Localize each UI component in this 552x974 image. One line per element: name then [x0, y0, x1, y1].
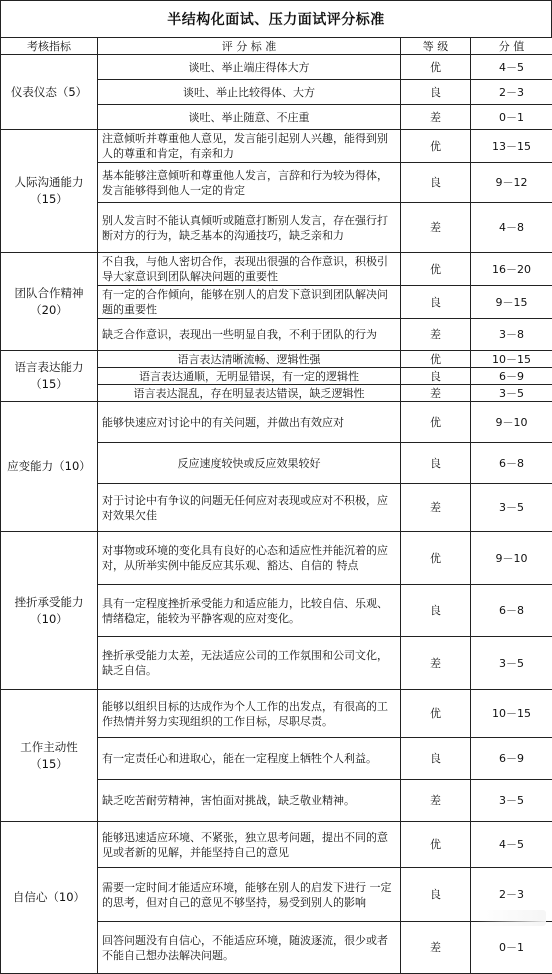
score-cell: 6－9 [471, 738, 552, 780]
criteria-cell: 基本能够注意倾听和尊重他人发言，言辞和行为较为得体，发言能够得到他人一定的肯定 [98, 163, 401, 203]
criteria-cell: 能够快速应对讨论中的有关问题，并做出有效应对 [98, 402, 401, 443]
score-cell: 3－5 [471, 637, 552, 690]
level-cell: 良 [401, 738, 471, 780]
category-cell: 工作主动性（15） [1, 690, 98, 822]
criteria-cell: 缺乏合作意识，表现出一些明显自我，不利于团队的行为 [98, 319, 401, 351]
level-cell: 差 [401, 203, 471, 253]
score-cell: 3－5 [471, 385, 552, 402]
level-cell: 良 [401, 585, 471, 637]
level-cell: 差 [401, 637, 471, 690]
criteria-cell: 谈吐、举止端庄得体大方 [98, 55, 401, 80]
score-cell: 9－10 [471, 532, 552, 585]
level-cell: 良 [401, 443, 471, 484]
level-cell: 优 [401, 532, 471, 585]
criteria-cell: 能够迅速适应环境、不紧张，独立思考问题，提出不同的意见或者新的见解，并能坚持自己的意见 [98, 822, 401, 868]
scoring-table [0, 37, 552, 974]
table-row [1, 402, 552, 443]
score-cell: 2－3 [471, 868, 552, 922]
level-cell: 优 [401, 351, 471, 368]
score-cell: 0－1 [471, 105, 552, 130]
score-cell: 3－8 [471, 319, 552, 351]
level-cell: 差 [401, 484, 471, 532]
category-cell: 挫折承受能力（10） [1, 532, 98, 690]
score-cell: 0－1 [471, 922, 552, 974]
level-cell: 优 [401, 55, 471, 80]
level-cell: 良 [401, 286, 471, 319]
criteria-cell: 缺乏吃苦耐劳精神，害怕面对挑战，缺乏敬业精神。 [98, 780, 401, 822]
watermark-overlay [476, 910, 546, 926]
category-cell: 团队合作精神（20） [1, 253, 98, 351]
score-cell: 9－10 [471, 402, 552, 443]
table-body [1, 55, 552, 974]
level-cell: 优 [401, 253, 471, 286]
criteria-cell: 谈吐、举止比较得体、大方 [98, 80, 401, 105]
criteria-cell: 回答问题没有自信心，不能适应环境，随波逐流，很少或者不能自己想办法解决问题。 [98, 922, 401, 974]
score-cell: 4－8 [471, 203, 552, 253]
criteria-cell: 反应速度较快或反应效果较好 [98, 443, 401, 484]
criteria-cell: 能够以组织目标的达成作为个人工作的出发点，有很高的工作热情并努力实现组织的工作目标，尽职尽责。 [98, 690, 401, 738]
header-row [1, 38, 552, 55]
criteria-cell: 有一定的合作倾向，能够在别人的启发下意识到团队解决问题的重要性 [98, 286, 401, 319]
category-cell: 自信心（10） [1, 822, 98, 974]
score-cell: 2－3 [471, 80, 552, 105]
criteria-cell: 有一定责任心和进取心，能在一定程度上牺牲个人利益。 [98, 738, 401, 780]
table-row [1, 130, 552, 163]
score-cell: 10－15 [471, 351, 552, 368]
table-row [1, 532, 552, 585]
level-cell: 优 [401, 130, 471, 163]
table-row [1, 822, 552, 868]
criteria-cell: 语言表达混乱，存在明显表达错误，缺乏逻辑性 [98, 385, 401, 402]
level-cell: 良 [401, 163, 471, 203]
criteria-cell: 别人发言时不能认真倾听或随意打断别人发言，存在强行打断对方的行为，缺乏基本的沟通技巧，缺乏亲和力 [98, 203, 401, 253]
category-cell: 人际沟通能力（15） [1, 130, 98, 253]
header-level: 等 级 [401, 38, 471, 55]
level-cell: 差 [401, 385, 471, 402]
score-cell: 10－15 [471, 690, 552, 738]
level-cell: 差 [401, 780, 471, 822]
level-cell: 差 [401, 319, 471, 351]
score-cell: 9－15 [471, 286, 552, 319]
level-cell: 优 [401, 402, 471, 443]
table-row [1, 55, 552, 80]
header-indicator: 考核指标 [1, 38, 98, 55]
score-cell: 6－9 [471, 368, 552, 385]
category-cell: 语言表达能力（15） [1, 351, 98, 402]
criteria-cell: 语言表达通顺，无明显错误，有一定的逻辑性 [98, 368, 401, 385]
criteria-cell: 谈吐、举止随意、不庄重 [98, 105, 401, 130]
score-cell: 6－8 [471, 585, 552, 637]
score-cell: 16－20 [471, 253, 552, 286]
category-cell: 应变能力（10） [1, 402, 98, 532]
score-cell: 13－15 [471, 130, 552, 163]
criteria-cell: 对于讨论中有争议的问题无任何应对表现或应对不积极，应对效果欠佳 [98, 484, 401, 532]
level-cell: 良 [401, 868, 471, 922]
level-cell: 优 [401, 822, 471, 868]
score-cell: 3－5 [471, 780, 552, 822]
score-cell: 3－5 [471, 484, 552, 532]
criteria-cell: 不自我，与他人密切合作，表现出很强的合作意识，积极引导大家意识到团队解决问题的重要性 [98, 253, 401, 286]
level-cell: 差 [401, 105, 471, 130]
criteria-cell: 对事物或环境的变化具有良好的心态和适应性并能沉着的应对，从所举实例中能反应其乐观、豁达、自信的 特点 [98, 532, 401, 585]
header-criteria: 评 分 标 准 [98, 38, 401, 55]
score-cell: 6－8 [471, 443, 552, 484]
criteria-cell: 需要一定时间才能适应环境，能够在别人的启发下进行 一定的思考，但对自己的意见不够坚持，易受到别人的影响 [98, 868, 401, 922]
level-cell: 差 [401, 922, 471, 974]
category-cell: 仪表仪态（5） [1, 55, 98, 130]
sheet-title: 半结构化面试、压力面试评分标准 [0, 0, 552, 38]
header-score: 分 值 [471, 38, 552, 55]
criteria-cell: 注意倾听并尊重他人意见，发言能引起别人兴趣，能得到别人的尊重和肯定，有亲和力 [98, 130, 401, 163]
score-cell: 4－5 [471, 55, 552, 80]
criteria-cell: 语言表达清晰流畅、逻辑性强 [98, 351, 401, 368]
score-cell: 4－5 [471, 822, 552, 868]
criteria-cell: 具有一定程度挫折承受能力和适应能力，比较自信、乐观、情绪稳定，能较为平静客观的应对变化。 [98, 585, 401, 637]
score-cell: 9－12 [471, 163, 552, 203]
level-cell: 良 [401, 80, 471, 105]
level-cell: 良 [401, 368, 471, 385]
level-cell: 优 [401, 690, 471, 738]
table-row [1, 351, 552, 368]
table-row [1, 253, 552, 286]
table-row [1, 690, 552, 738]
criteria-cell: 挫折承受能力太差，无法适应公司的工作氛围和公司文化，缺乏自信。 [98, 637, 401, 690]
